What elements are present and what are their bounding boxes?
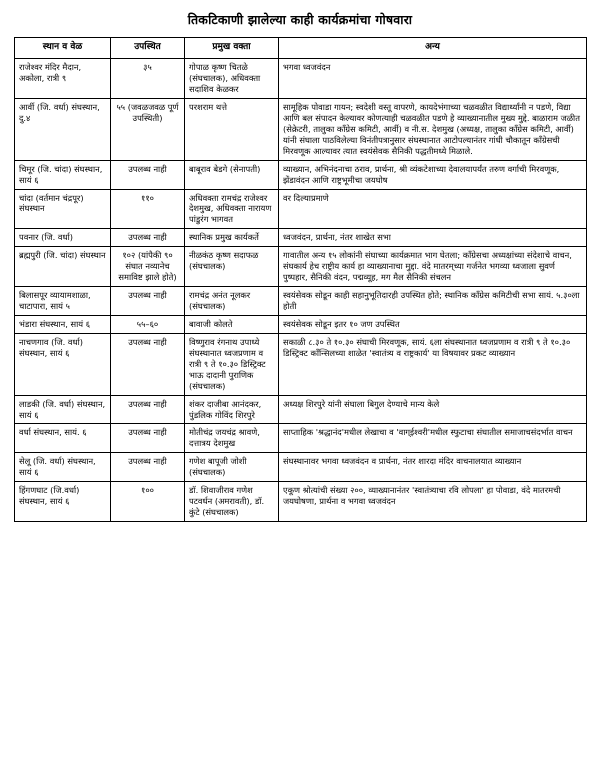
cell-other: सामूहिक पोवाडा गायन; स्वदेशी वस्तू वापरणे, कायदेभंगाच्या चळवळीत विद्यार्थ्यांनी न पडणे, विद्या आणि बल संपादन केल्यावर कोणत्याही चळवळीत पडणे हे व्याख्यानातील मुख्य मुद्दे. बाळाराम जळीत (सेक्रेटरी, तालुका काँग्रेस कमिटी, आर्वी) व नी.स. देशमुख (अध्यक्ष, तालुका काँग्रेस कमिटी, आर्वी) यांनी संघाला पाठविलेल्या विनंतीपत्रानुसार संघस्थानात आटोपल्यानंतर गांधी चौकातून काँग्रेसची मिरवणूक आल्यावर त्यात स्वयंसेवक सैनिकी पद्धतीमध्ये मिळाले. [279, 98, 587, 160]
cell-attendance: १०० [111, 482, 185, 522]
cell-place: पवनार (जि. वर्धा) [15, 229, 111, 247]
table-row [15, 482, 587, 522]
table-row [15, 247, 587, 287]
cell-other: स्वयंसेवक सोडून इतर १० जण उपस्थित [279, 315, 587, 333]
cell-attendance: उपलब्ध नाही [111, 160, 185, 189]
cell-attendance: उपलब्ध नाही [111, 424, 185, 453]
cell-place: चांदा (वर्तमान चंद्रपूर) संघस्थान [15, 189, 111, 229]
table-row [15, 424, 587, 453]
table-row [15, 229, 587, 247]
table-row [15, 395, 587, 424]
cell-place: सेलू (जि. वर्धा) संघस्थान, सायं ६ [15, 453, 111, 482]
cell-place: बिलासपूर व्यायामशाळा, चाटापारा, सायं ५ [15, 287, 111, 316]
cell-other: सकाळी ८.३० ते १०.३० संघाची मिरवणूक, सायं. ६ला संघस्थानात ध्वजप्रणाम व रात्री ९ ते १०.३० डिस्ट्रिक्ट काँन्सिलच्या शाळेत 'स्वातंत्र्य व राष्ट्रकार्य' या विषयावर प्रकट व्याख्यान [279, 333, 587, 395]
table-row [15, 315, 587, 333]
page-title: तिकटिकाणी झालेल्या काही कार्यक्रमांचा गोषवारा [187, 12, 413, 27]
table-row [15, 59, 587, 99]
cell-other: गावातील अन्य १५ लोकांनी संघाच्या कार्यक्रमात भाग घेतला; काँग्रेसचा अध्यक्षांच्या संदेशाचे वाचन, संघकार्य हेच राष्ट्रीय कार्य हा व्याख्यानाचा मुद्दा. वंदे मातरम्‌च्या गर्जनेत भगव्या ध्वजाला सुवर्ण पुष्पहार, सैनिकी वंदन, पद्मव्यूह, मग मैल सैनिकी संचलन [279, 247, 587, 287]
cell-other: एकूण श्रोत्यांची संख्या २००, व्याख्यानानंतर 'स्वातंत्र्याचा रवि लोपला' हा पोवाडा, वंदे मातरमची जयघोषणा, प्रार्थना व भगवा ध्वजवंदन [279, 482, 587, 522]
cell-speaker: अधिवक्ता रामचंद्र राजेश्वर देशमुख, अधिवक्ता नारायण पांडुरंग भागवत [185, 189, 279, 229]
column-header-place: स्थान व वेळ [15, 38, 111, 59]
cell-attendance: ३५ [111, 59, 185, 99]
cell-place: नाचणगाव (जि. वर्धा) संघस्थान, सायं ६ [15, 333, 111, 395]
cell-place: राजेश्वर मंदिर मैदान, अकोला, रात्री ९ [15, 59, 111, 99]
column-header-attendance: उपस्थित [111, 38, 185, 59]
cell-speaker: परशराम थत्ते [185, 98, 279, 160]
cell-speaker: स्थानिक प्रमुख कार्यकर्ते [185, 229, 279, 247]
cell-attendance: ५५–६० [111, 315, 185, 333]
cell-attendance: उपलब्ध नाही [111, 395, 185, 424]
cell-place: आर्वी (जि. वर्धा) संघस्थान, दु.४ [15, 98, 111, 160]
cell-other: वर दिल्याप्रमाणे [279, 189, 587, 229]
cell-speaker: नीळकंठ कृष्ण सदाफळ (संघचालक) [185, 247, 279, 287]
cell-other: संघस्थानावर भगवा ध्वजवंदन व प्रार्थना, नंतर शारदा मंदिर वाचनालयात व्याख्यान [279, 453, 587, 482]
cell-speaker: बाबूराव बेडगे (सेनापती) [185, 160, 279, 189]
cell-place: चिमूर (जि. चांदा) संघस्थान, सायं ६ [15, 160, 111, 189]
cell-place: भंडारा संघस्थान, सायं ६ [15, 315, 111, 333]
cell-other: भगवा ध्वजवंदन [279, 59, 587, 99]
cell-attendance: उपलब्ध नाही [111, 453, 185, 482]
table-row [15, 287, 587, 316]
table-row [15, 333, 587, 395]
cell-other: साप्ताहिक 'श्रद्धानंद'मधील लेखाचा व 'वाग्ईश्वरी'मधील स्फुटाचा संघातील समाजाचसंदर्भात वाचन [279, 424, 587, 453]
cell-speaker: बावाजी कोलते [185, 315, 279, 333]
column-header-speaker: प्रमुख वक्ता [185, 38, 279, 59]
column-header-other: अन्य [279, 38, 587, 59]
cell-attendance: १०२ (यांपैकी ९० संघात नव्यानेच समाविष्ट झाले होते) [111, 247, 185, 287]
cell-speaker: गोपाळ कृष्ण चितळे (संघचालक), अधिवक्ता सदाशिव केळकर [185, 59, 279, 99]
table-row [15, 189, 587, 229]
cell-speaker: डॉ. शिवाजीराव गणेश पटवर्धन (अमरावती), डॉ. कुंटे (संघचालक) [185, 482, 279, 522]
cell-place: ब्रह्मपुरी (जि. चांदा) संघस्थान [15, 247, 111, 287]
table-header-row [15, 38, 587, 59]
cell-place: लाडकी (जि. वर्धा) संघस्थान, सायं ६ [15, 395, 111, 424]
cell-other: स्वयंसेवक सोडून काही सहानुभूतिदारही उपस्थित होते; स्थानिक काँग्रेस कमिटीची सभा सायं. ५.३०ला होती [279, 287, 587, 316]
cell-other: व्याख्यान, अभिनंदनाचा ठराव, प्रार्थना, श्री व्यंकटेशाच्या देवालयापर्यंत तरुण वर्गाची मिरवणूक, झेंडावंदन आणि राष्ट्रभूमीचा जयघोष [279, 160, 587, 189]
cell-other: अध्यक्ष शिरपुरे यांनी संघाला बिगुल देण्याचे मान्य केले [279, 395, 587, 424]
cell-speaker: शंकर दाजीबा आनंदकर, पुंडलिक गोविंद शिरपुरे [185, 395, 279, 424]
cell-speaker: विष्णुराव रंगनाथ उपाध्ये संघस्थानात ध्वजप्रणाम व रात्री ९ ते १०.३० डिस्ट्रिक्ट भाऊ दादानी पुराणिक (संघचालक) [185, 333, 279, 395]
cell-attendance: उपलब्ध नाही [111, 333, 185, 395]
table-row [15, 160, 587, 189]
cell-speaker: मोतीचंद्र जयचंद्र श्रावणे, दत्तात्रय देशमुख [185, 424, 279, 453]
cell-attendance: उपलब्ध नाही [111, 229, 185, 247]
cell-place: हिंगणघाट (जि.वर्धा) संघस्थान, सायं ६ [15, 482, 111, 522]
cell-attendance: उपलब्ध नाही [111, 287, 185, 316]
cell-speaker: गणेश बापूजी जोशी (संघचालक) [185, 453, 279, 482]
table-row [15, 453, 587, 482]
cell-attendance: ५५ (जवळजवळ पूर्ण उपस्थिती) [111, 98, 185, 160]
cell-attendance: ११० [111, 189, 185, 229]
cell-place: वर्धा संघस्थान, सायं. ६ [15, 424, 111, 453]
cell-speaker: रामचंद्र अनंत नूलकर (संघचालक) [185, 287, 279, 316]
cell-other: ध्वजवंदन, प्रार्थना, नंतर शाखेत सभा [279, 229, 587, 247]
events-table [14, 37, 587, 522]
table-row [15, 98, 587, 160]
